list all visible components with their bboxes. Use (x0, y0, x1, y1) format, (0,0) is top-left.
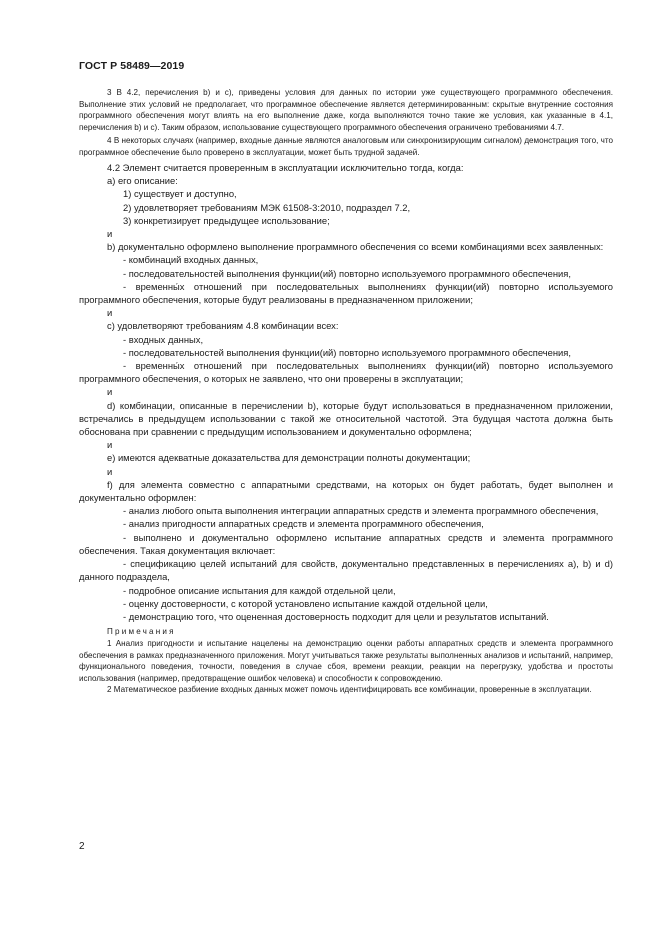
item-d-text: d) комбинации, описанные в перечислении b), которые будут использоваться в предназначенном приложении, встречались в предыдущем использовании с такой же относительной частотой. Эта будущая частота должна быть обоснована при сравнении с предыдущим использованием и документально оформлена; (79, 399, 613, 438)
conjunction-and: и (107, 386, 113, 398)
notes-title: Примечания (107, 627, 176, 637)
item-b-2: - последовательностей выполнения функции(ий) повторно используемого программного обеспечения, (123, 267, 571, 279)
conjunction-and: и (107, 439, 113, 451)
note-1: 1 Анализ пригодности и испытание нацелены на демонстрацию оценки работы аппаратных средств и элемента программного обеспечения в рамках предназначенного приложения. Могут учитываться также результаты выполненных анализов и испытаний, например, функционального поведения, точности, поведения в случае сбоя, времени реакции, реакции на перегрузку, удобства и простоты использования (например, предотвращение ошибок человека) и способности к сопровождению. (79, 639, 613, 683)
item-a-2: 2) удовлетворяет требованиям МЭК 61508-3:2010, подраздел 7.2, (123, 201, 411, 213)
document-header: ГОСТ Р 58489—2019 (79, 60, 185, 72)
item-c-text: c) удовлетворяют требованиям 4.8 комбинации всех: (107, 320, 339, 332)
item-c-3: - временны́х отношений при последовательных выполнениях функции(ий) повторно используемого программного обеспечения, о которых не заявлено, что они проверены в эксплуатации; (79, 360, 613, 385)
note-3: 3 В 4.2, перечисления b) и c), приведены условия для данных по истории уже существующего программного обеспечения. Выполнение этих условий не предполагает, что программное обеспечение является детерминированным: скрытые внутренние состояния программного обеспечения могут влиять на его выполнение даже, когда выполняются точно такие же условия, как указанные в 4.1, перечисления b) и c). Таким образом, использование существующего программного обеспечения ограничено требованиями 4.7. (79, 88, 613, 132)
item-b-text: b) документально оформлено выполнение программного обеспечения со всеми комбинациями всех заявленных: (107, 241, 604, 253)
item-f-sub-3: - оценку достоверности, с которой установлено испытание каждой отдельной цели, (123, 597, 488, 609)
item-a-1: 1) существует и доступно, (123, 188, 237, 200)
item-f-2: - анализ пригодности аппаратных средств и элемента программного обеспечения, (123, 518, 484, 530)
page-content (79, 87, 613, 696)
clause-4-2-intro: 4.2 Элемент считается проверенным в эксплуатации исключительно тогда, когда: (107, 162, 464, 173)
item-f-3: - выполнено и документально оформлено испытание аппаратных средств и элемента программного обеспечения. Такая документация включает: (79, 531, 613, 556)
item-f-sub-4: - демонстрацию того, что оцененная достоверность подходит для цели и результатов испытаний. (123, 610, 549, 622)
item-b-1: - комбинаций входных данных, (123, 254, 259, 266)
item-f-text: f) для элемента совместно с аппаратными средствами, на которых он будет работать, будет выполнен и документально оформлен: (79, 478, 613, 504)
page-number: 2 (79, 841, 85, 852)
item-f-sub-1: - спецификацию целей испытаний для свойств, документально представленных в перечислениях a), b) и d) данного подраздела, (79, 558, 613, 583)
item-c-2: - последовательностей выполнения функции(ий) повторно используемого программного обеспечения, (123, 346, 571, 358)
item-f-sub-2: - подробное описание испытания для каждой отдельной цели, (123, 584, 396, 596)
item-e-text: e) имеются адекватные доказательства для демонстрации полноты документации; (107, 452, 471, 464)
conjunction-and: и (107, 307, 113, 319)
conjunction-and: и (107, 465, 113, 477)
note-2: 2 Математическое разбиение входных данных может помочь идентифицировать все комбинации, проверенные в эксплуатации. (107, 685, 592, 695)
item-a-3: 3) конкретизирует предыдущее использование; (123, 214, 330, 226)
item-f-1: - анализ любого опыта выполнения интеграции аппаратных средств и элемента программного обеспечения, (123, 505, 599, 517)
conjunction-and: и (107, 228, 113, 240)
item-a-label: a) его описание: (107, 175, 178, 187)
item-b-3: - временны́х отношений при последовательных выполнениях функции(ий) повторно используемого программного обеспечения, которые будут реализованы в предназначенном приложении; (79, 280, 613, 306)
note-4: 4 В некоторых случаях (например, входные данные являются аналоговым или синхронизирующим сигналом) демонстрация того, что программное обеспечение было проверено в эксплуатации, может быть трудной задачей. (79, 136, 613, 157)
item-c-1: - входных данных, (123, 333, 204, 345)
